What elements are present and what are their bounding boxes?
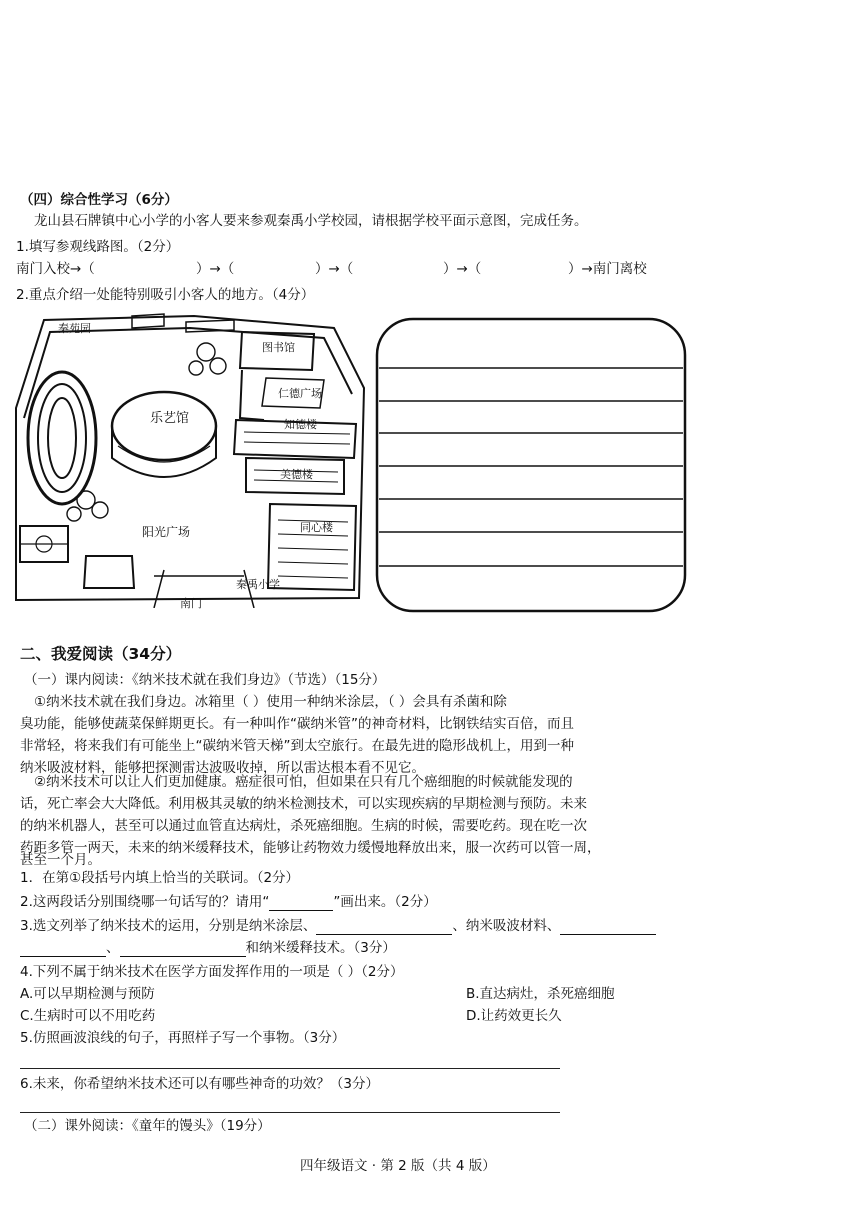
reading-q3 bbox=[20, 917, 656, 935]
reading-q3-blank-4[interactable] bbox=[120, 942, 246, 957]
reading-q6: 6.未来，你希望纳米技术还可以有哪些神奇的功效？（3分） bbox=[20, 1076, 379, 1092]
route-arrow-1: ）→（ bbox=[196, 261, 235, 277]
reading-q4-option-b: B.直达病灶，杀死癌细胞 bbox=[466, 986, 615, 1002]
reading-q5-answer-line[interactable] bbox=[20, 1068, 560, 1069]
reading-q1: 1．在第①段括号内填上恰当的关联词。（2分） bbox=[20, 870, 300, 886]
reading-q6-answer-line[interactable] bbox=[20, 1112, 560, 1113]
reading-q3-text-c: 、 bbox=[106, 940, 120, 956]
reading-q2 bbox=[20, 893, 437, 911]
reading-q4-option-d: D.让药效更长久 bbox=[466, 1008, 562, 1024]
map-label-tongxin: 同心楼 bbox=[300, 521, 333, 534]
passage-p1-line1: ①纳米技术就在我们身边。冰箱里（ ）使用一种纳米涂层，（ ）会具有杀菌和除 bbox=[34, 694, 507, 710]
passage-p2-line2: 话，死亡率会大大降低。利用极其灵敏的纳米检测技术，可以实现疾病的早期检测与预防。未来 bbox=[20, 796, 587, 812]
map-label-square: 仁德广场 bbox=[278, 387, 322, 400]
map-label-music-hall: 乐艺馆 bbox=[150, 411, 190, 426]
passage-p2-line5: 甚至一个月。 bbox=[20, 852, 101, 868]
section-title: （四）综合性学习（6分） bbox=[20, 192, 178, 208]
reading-q2-text-b: ”画出来。（2分） bbox=[333, 894, 437, 910]
reading-q4-option-c: C.生病时可以不用吃药 bbox=[20, 1008, 156, 1024]
route-end: ）→南门离校 bbox=[568, 261, 647, 277]
map-label-zhide: 知德楼 bbox=[284, 418, 317, 431]
reading-q3-blank-2[interactable] bbox=[560, 920, 656, 935]
part2-title: （二）课外阅读：《童年的馒头》（19分） bbox=[24, 1118, 271, 1134]
reading-q3-text-a: 3.选文列举了纳米技术的运用，分别是纳米涂层、 bbox=[20, 918, 317, 934]
question-1: 1.填写参观线路图。（2分） bbox=[16, 239, 180, 255]
map-label-gate-sign: 秦禹小学 bbox=[236, 578, 280, 591]
writing-box[interactable] bbox=[374, 316, 688, 614]
reading-q3-cont bbox=[20, 939, 396, 957]
passage-p2-line3: 的纳米机器人，甚至可以通过血管直达病灶，杀死癌细胞。生病的时候，需要吃药。现在吃一次 bbox=[20, 818, 587, 834]
passage-p1-line2: 臭功能，能够使蔬菜保鲜期更长。有一种叫作“碳纳米管”的神奇材料，比钢铁结实百倍，而且 bbox=[20, 716, 574, 732]
reading-q3-text-d: 和纳米缓释技术。（3分） bbox=[245, 940, 396, 956]
reading-q4-option-a: A.可以早期检测与预防 bbox=[20, 986, 155, 1002]
map-label-library: 图书馆 bbox=[262, 341, 295, 354]
map-label-meide: 美德楼 bbox=[280, 468, 313, 481]
reading-q4: 4.下列不属于纳米技术在医学方面发挥作用的一项是（ ）（2分） bbox=[20, 964, 404, 980]
passage-p2-line1: ②纳米技术可以让人们更加健康。癌症很可怕，但如果在只有几个癌细胞的时候就能发现的 bbox=[34, 774, 573, 790]
map-label-garden: 秦苑园 bbox=[58, 322, 91, 335]
route-arrow-3: ）→（ bbox=[443, 261, 482, 277]
reading-q3-blank-3[interactable] bbox=[20, 942, 106, 957]
passage-p1-line4: 纳米吸波材料，能够把探测雷达波吸收掉，所以雷达根本看不见它。 bbox=[20, 760, 425, 776]
map-label-south-gate: 南门 bbox=[180, 597, 202, 610]
map-label-sunny-square: 阳光广场 bbox=[142, 525, 191, 539]
section-intro: 龙山县石牌镇中心小学的小客人要来参观秦禹小学校园，请根据学校平面示意图，完成任务。 bbox=[34, 213, 588, 229]
question-2: 2.重点介绍一处能特别吸引小客人的地方。（4分） bbox=[16, 287, 315, 303]
reading-q2-blank[interactable] bbox=[269, 896, 333, 911]
reading-q5: 5.仿照画波浪线的句子，再照样子写一个事物。（3分） bbox=[20, 1030, 346, 1046]
part1-title: （一）课内阅读：《纳米技术就在我们身边》（节选）（15分） bbox=[24, 672, 386, 688]
reading-q3-text-b: 、纳米吸波材料、 bbox=[452, 918, 561, 934]
passage-p2-line4: 药距多管一两天，未来的纳米缓释技术，能够让药物效力缓慢地释放出来，服一次药可以管一周， bbox=[20, 840, 601, 856]
reading-title: 二、我爱阅读（34分） bbox=[20, 645, 182, 663]
passage-p1-line3: 非常轻，将来我们有可能坐上“碳纳米管天梯”到太空旅行。在最先进的隐形战机上，用到一种 bbox=[20, 738, 574, 754]
route-arrow-2: ）→（ bbox=[315, 261, 354, 277]
campus-map bbox=[14, 308, 370, 608]
page-footer: 四年级语文 · 第 2 版（共 4 版） bbox=[300, 1158, 496, 1174]
reading-q2-text-a: 2.这两段话分别围绕哪一句话写的？请用“ bbox=[20, 894, 270, 910]
reading-q3-blank-1[interactable] bbox=[316, 920, 452, 935]
route-start: 南门入校→（ bbox=[16, 261, 95, 277]
